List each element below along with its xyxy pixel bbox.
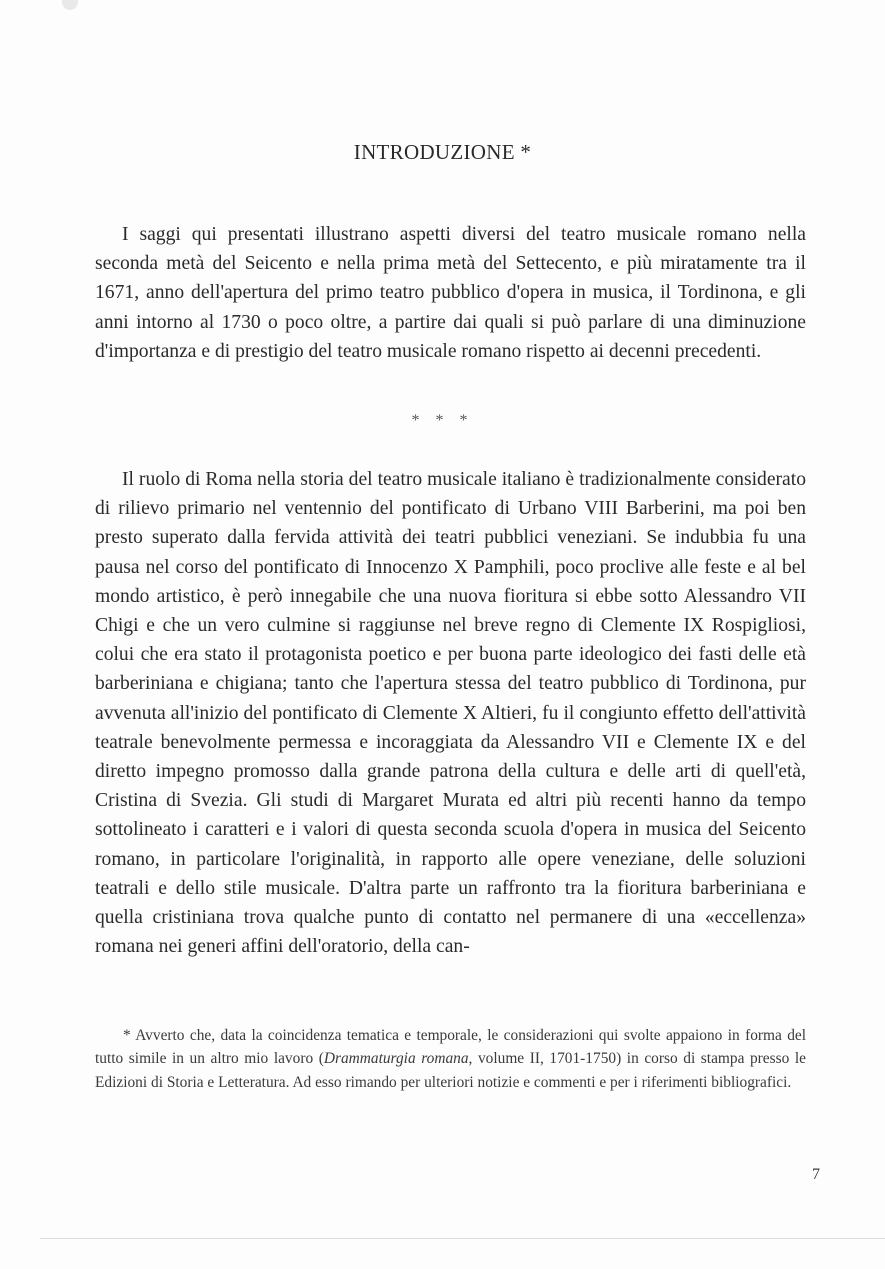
footnote-text-start: * Avverto che, data la coincidenza tematica e temporale, le considerazioni qui svolte appaiono in forma del tutto simile in un altro mio lavoro ( [95, 1027, 806, 1068]
intro-section [95, 220, 806, 366]
body-paragraph: Il ruolo di Roma nella storia del teatro musicale italiano è tradizionalmente considerato di rilievo primario nel ventennio del pontificato di Urbano VIII Barberini, ma poi ben presto superato dalla fervida attività dei teatri pubblici veneziani. Se indubbia fu una pausa nel corso del pontificato di Innocenzo X Pamphili, poco proclive alle feste e al bel mondo artistico, è però innegabile che una nuova fioritura si ebbe sotto Alessandro VII Chigi e che un vero culmine si raggiunse nel breve regno di Clemente IX Rospigliosi, colui che era stato il protagonista poetico e per buona parte ideologico dei fasti delle età barberiniana e chigiana; tanto che l'apertura stessa del teatro pubblico di Tordinona, pur avvenuta all'inizio del pontificato di Clemente X Altieri, fu il congiunto effetto dell'attività teatrale benevolmente permessa e incoraggiata da Alessandro VII e Clemente IX e del diretto impegno promosso dalla grande patrona della cultura e delle arti di quell'età, Cristina di Svezia. Gli studi di Margaret Murata ed altri più recenti hanno da tempo sottolineato i caratteri e i valori di questa seconda scuola d'opera in musica del Seicento romano, in particolare l'originalità, in rapporto alle opere veneziane, delle soluzioni teatrali e dello stile musicale. D'altra parte un raffronto tra la fioritura barberiniana e quella cristiniana trova qualche punto di contatto nel permanere di una «eccellenza» romana nei generi affini dell'oratorio, della can- [95, 469, 806, 958]
footnote-book-title: Drammaturgia romana [323, 1050, 469, 1068]
scan-corner-mark [62, 0, 78, 10]
footnote-text-end: , volume II, 1701-1750) in corso di stampa presso le Edizioni di Storia e Letteratura. Ad esso rimando per ulteriori notizie e commenti e per i riferimenti bibliografici. [95, 1050, 806, 1091]
page-number: 7 [812, 1166, 820, 1183]
footnote-text [95, 1024, 806, 1094]
chapter-title: INTRODUZIONE * [353, 140, 532, 164]
body-section [95, 465, 806, 961]
scan-bottom-edge [40, 1238, 885, 1239]
section-break: * * * [411, 412, 474, 429]
intro-paragraph: I saggi qui presentati illustrano aspetti diversi del teatro musicale romano nella seconda metà del Seicento e nella prima metà del Settecento, e più miratamente tra il 1671, anno dell'apertura del primo teatro pubblico d'opera in musica, il Tordinona, e gli anni intorno al 1730 o poco oltre, a partire dai quali si può parlare di una diminuzione d'importanza e di prestigio del teatro musicale romano rispetto ai decenni precedenti. [95, 224, 806, 362]
footnote [95, 1024, 806, 1094]
